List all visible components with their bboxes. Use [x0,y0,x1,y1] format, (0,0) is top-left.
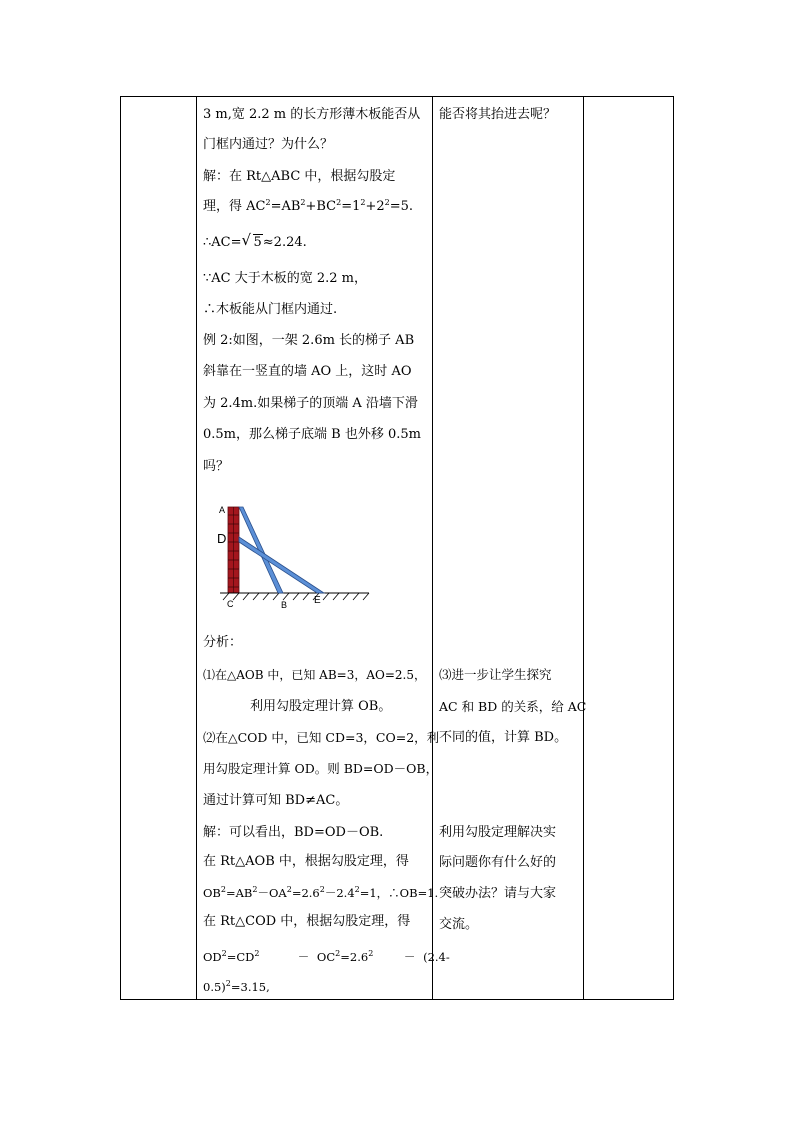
text-line: 解：可以看出，BD=OD－OB. [203,825,384,840]
text-line: AC 和 BD 的关系，给 AC [439,699,587,714]
label-d: D [217,531,227,546]
text-line: 在 Rt△COD 中，根据勾股定理，得 [203,914,411,929]
formula-line: 0.5)$^2$=3.15, [203,979,270,994]
label-a: A [219,505,226,515]
formula-line: ∴AC= √ 5≈2.24. [203,233,307,253]
ladder-figure [217,499,387,625]
ladder-ab [239,507,283,593]
text-line: 利用勾股定理解决实 [439,825,557,840]
text-line: 突破办法？请与大家 [439,886,557,901]
formula-line: $OB^2=AB^2-OA^2=2.6^2-2.4^2=1$，∴OB=1. [203,885,439,900]
table-cell-blank-right [584,97,674,999]
column-divider [196,97,197,999]
text-line: 分析： [203,635,243,650]
table-cell-lesson-content [203,97,450,999]
text-line: 例 2:如图，一架 2.6m 长的梯子 AB [203,333,415,348]
label-b: B [281,600,288,610]
text-line: 解：在 Rt△ABC 中，根据勾股定 [203,169,396,184]
text-line: 3 m,宽 2.2 m 的长方形薄木板能否从 [203,107,421,122]
brick-wall [228,507,239,593]
table-cell-blank-left [121,97,196,999]
column-divider [432,97,433,999]
text-line: ⑴在△AOB 中，已知 AB=3，AO=2.5， [203,668,426,682]
text-line: 通过计算可知 BD≠AC。 [203,793,349,808]
label-c: C [227,599,234,609]
text-line: 0.5m，那么梯子底端 B 也外移 0.5m [203,427,421,442]
formula-line: 理，得 $AC^2=AB^2+BC^2=1^2+2^2=5$. [203,198,414,214]
text-line: 际问题你有什么好的 [439,855,557,870]
table-cell-teaching-notes [439,97,587,999]
text-line: 用勾股定理计算 OD。则 BD=OD－OB， [203,761,439,776]
text-line: ⑵在△COD 中，已知 CD=3，CO=2，利 [203,730,440,745]
label-e: E [314,595,321,606]
lesson-table [120,96,674,1000]
text-line: 不同的值，计算 BD。 [439,730,568,745]
sqrt-symbol: √ 5 [241,231,262,250]
text-line: 在 Rt△AOB 中，根据勾股定理，得 [203,854,409,869]
text-line: ⑶进一步让学生探究 [439,667,552,682]
text-line: 斜靠在一竖直的墙 AO 上，这时 AO [203,364,412,379]
text-line: 门框内通过？为什么？ [203,137,334,152]
text-line: ∴木板能从门框内通过. [203,302,338,317]
text-line: ∵AC 大于木板的宽 2.2 m， [203,271,368,286]
text-line: 为 2.4m.如果梯子的顶端 A 沿墙下滑 [203,396,418,411]
text-line: 利用勾股定理计算 OB。 [250,699,392,714]
ladder-de [239,537,324,593]
formula-line: $OD^2=CD^2$ － $OC^2=2.6^2$ － (2.4- [203,949,450,964]
text-line: 能否将其抬进去呢？ [439,107,557,122]
text-line: 交流。 [439,917,479,932]
text-line: 吗？ [203,459,230,474]
ground-line [220,593,369,600]
